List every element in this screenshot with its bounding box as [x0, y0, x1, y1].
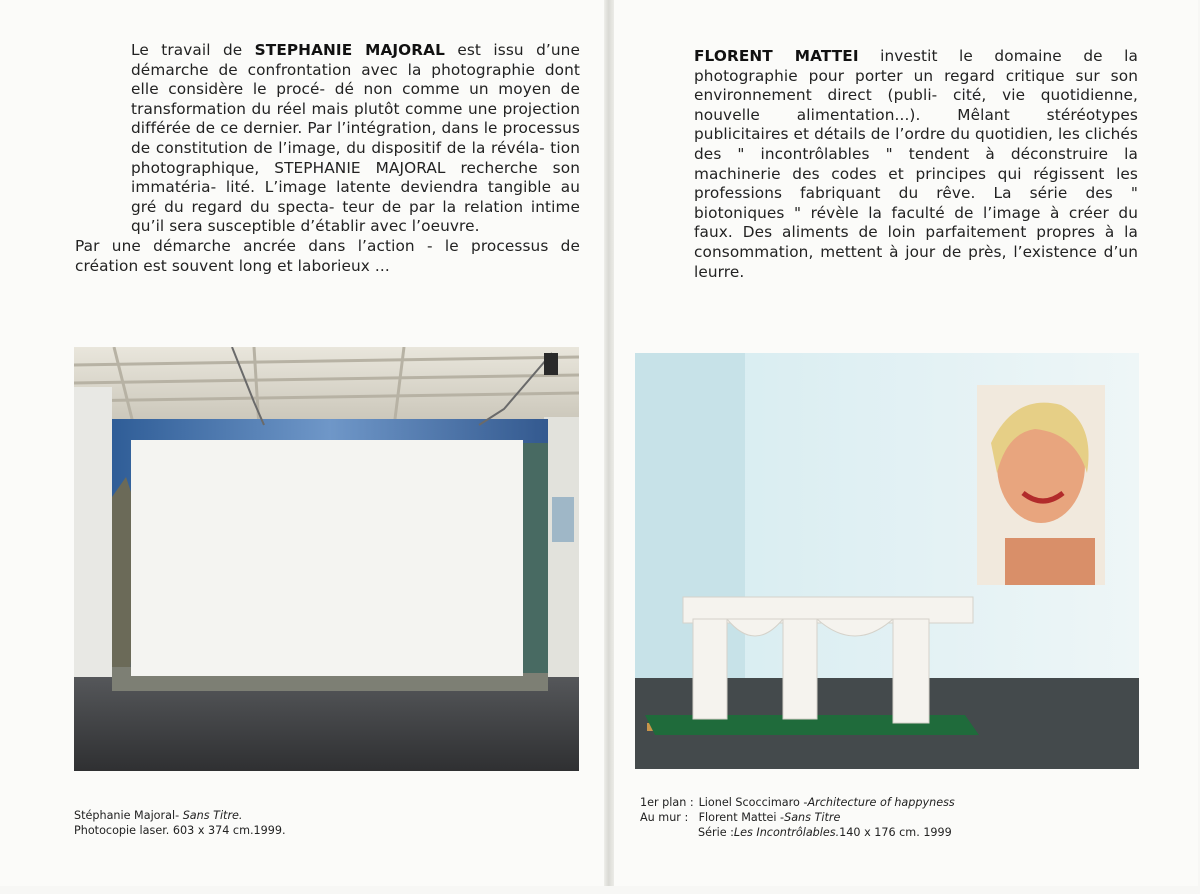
white-panel — [131, 440, 523, 676]
caption-right-row-3: Série :Les Incontrôlables.140 x 176 cm. 1999 — [698, 826, 952, 839]
caption-right-row-1: 1er plan : Lionel Scoccimaro -Architecture of happyness — [640, 796, 955, 809]
left-paragraph-1: Le travail de STEPHANIE MAJORAL est issu d’une démarche de confrontation avec la photographie dont elle considère le procé- dé non comme un moyen de transformation du réel mais plutôt comme une projection différée de ce dernier. Par l’intégration, dans le processus de constitution de l’image, du dispositif de la révéla- tion photographique, STEPHANIE MAJORAL recherche son immatéria- lité. L’image latente deviendra tangible au gré du regard du specta- teur de par la relation intime qu’il sera susceptible d’établir avec l’oeuvre. — [131, 41, 580, 236]
artist-name-mattei: FLORENT MATTEI — [694, 47, 859, 65]
booklet-spine — [604, 0, 614, 886]
gallery-installation-image — [74, 347, 579, 771]
right-paragraph: FLORENT MATTEI investit le domaine de la photographie pour porter un regard critique sur son environnement direct (publi- cité, vie quotidienne, nouvelle alimentation...). Mêlant stéréotypes publicitaires et détails de l’ordre du quotidien, les clichés des " incontrôlables " tendent à déconstruire la machinerie des codes et principes qui régissent les professions fabriquant du rêve. La série des " biotoniques " révèle la faculté de l’image à créer du faux. Des aliments de loin parfaitement propres à la consommation, mettent à jour de près, l’existence d’un leurre. — [694, 47, 1138, 281]
left-paragraph-2: Par une démarche ancrée dans l’action - le processus de création est souvent long et laborieux ... — [75, 236, 580, 275]
artist-name-majoral: STEPHANIE MAJORAL — [254, 41, 445, 59]
caption-left-line-2: Photocopie laser. 603 x 374 cm.1999. — [74, 824, 286, 837]
caption-left-line-1: Stéphanie Majoral- Sans Titre. — [74, 809, 243, 822]
left-body-text — [75, 41, 580, 276]
exhibition-photo-mattei — [635, 353, 1139, 769]
right-photo-caption — [640, 795, 955, 840]
sculpture-and-portrait-image — [635, 353, 1139, 769]
exhibition-photo-majoral — [74, 347, 579, 771]
left-photo-caption — [74, 808, 286, 838]
right-body-text — [638, 47, 1138, 282]
caption-right-row-2: Au mur : Florent Mattei -Sans Titre — [640, 811, 841, 824]
